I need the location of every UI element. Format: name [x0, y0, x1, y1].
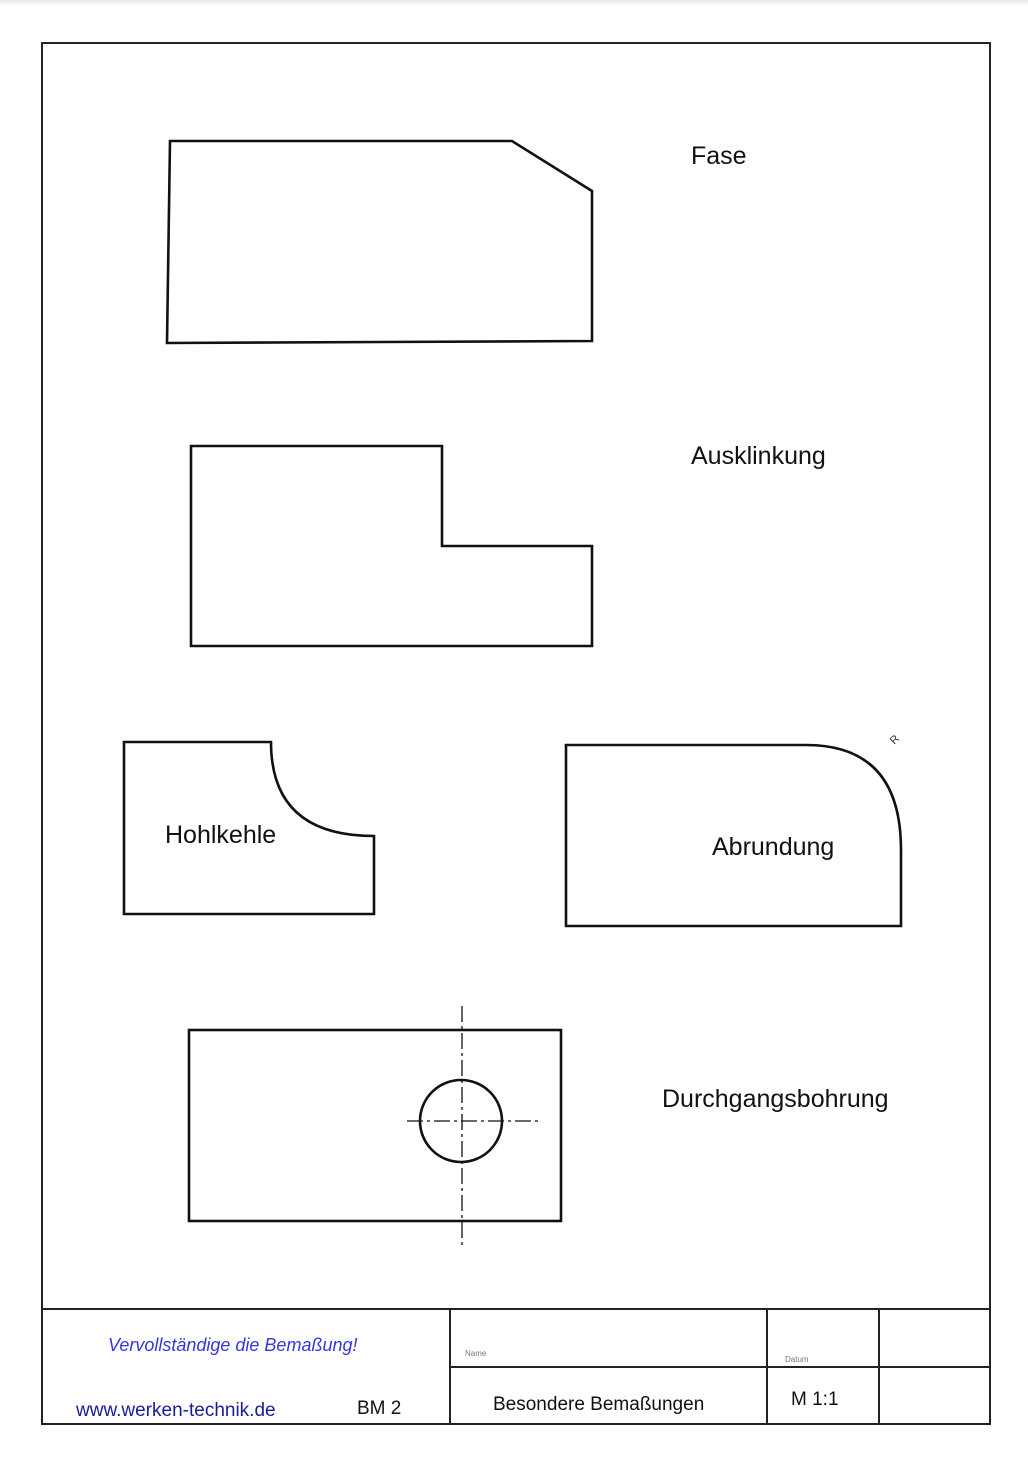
part-durchgangsbohrung: [189, 1030, 561, 1221]
label-durchgangsbohrung: Durchgangsbohrung: [662, 1085, 889, 1113]
label-hohlkehle: Hohlkehle: [165, 821, 277, 849]
date-field-label: Datum: [785, 1355, 809, 1364]
part-fase: [167, 141, 592, 343]
label-fase: Fase: [691, 142, 747, 170]
scale-value: M 1:1: [791, 1389, 839, 1410]
label-ausklinkung: Ausklinkung: [691, 442, 826, 470]
name-field-label: Name: [465, 1349, 487, 1358]
label-abrundung: Abrundung: [712, 833, 835, 861]
sheet-code: BM 2: [357, 1398, 402, 1419]
part-ausklinkung: [191, 446, 592, 646]
title-block-row-line: [449, 1366, 991, 1368]
website-link[interactable]: www.werken-technik.de: [76, 1400, 276, 1421]
document-title: Besondere Bemaßungen: [493, 1394, 705, 1415]
instruction-text: Vervollständige die Bemaßung!: [108, 1335, 358, 1355]
radius-mark: R: [887, 732, 903, 748]
